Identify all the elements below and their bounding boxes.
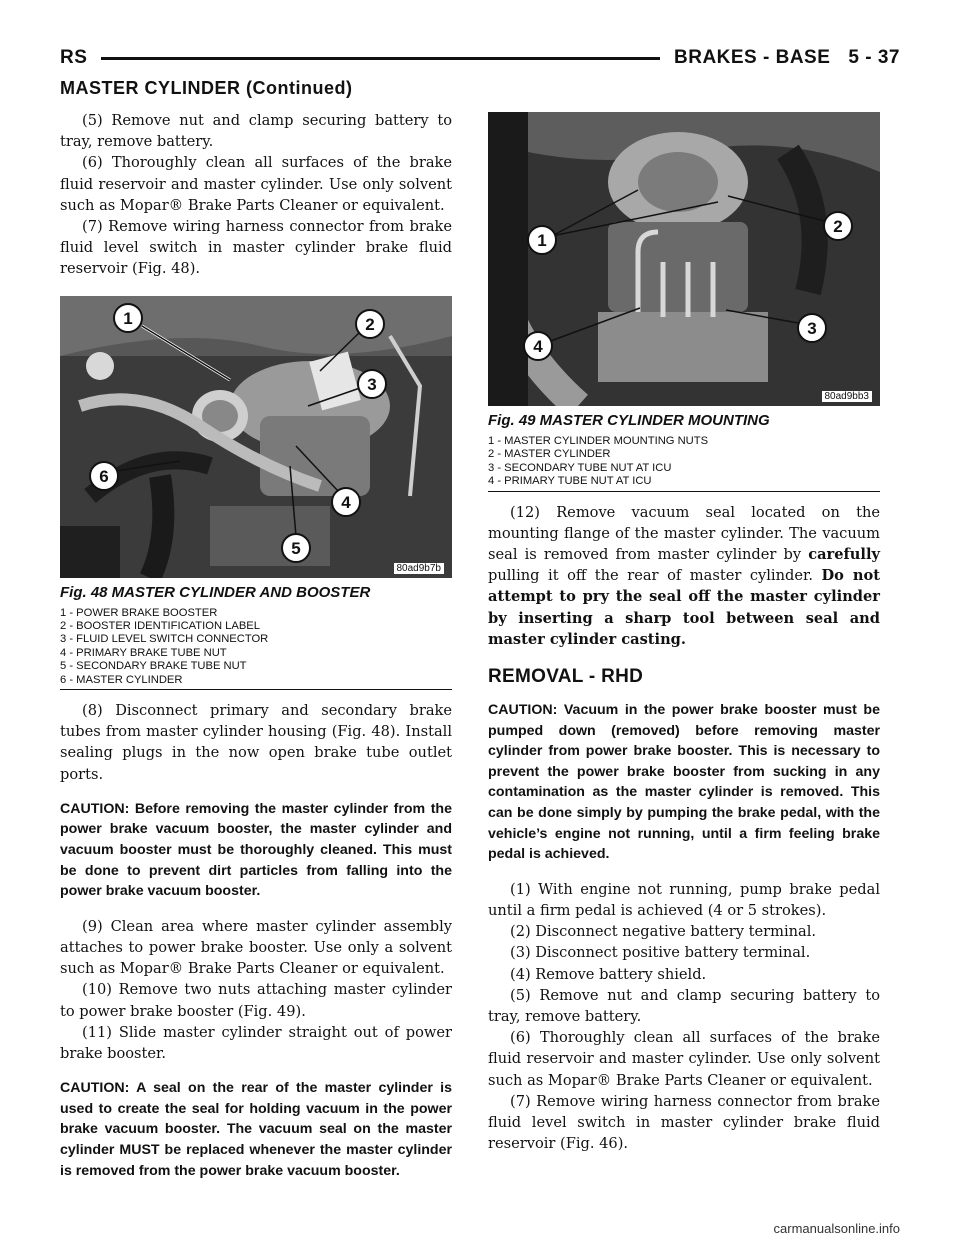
step-6: (6) Thoroughly clean all surfaces of the brake fluid reservoir and master cylinder. Use only solvent such as Mopar® Brake Parts Cleaner or equivalent. [60, 154, 452, 214]
left-column [60, 110, 452, 1195]
figure-49 [488, 112, 880, 492]
svg-text:5: 5 [291, 538, 301, 558]
figure-49-legend [488, 435, 880, 491]
rhd-step-1: (1) With engine not running, pump brake pedal until a firm pedal is achieved (4 or 5 strokes). [488, 880, 880, 919]
legend-item: 4 - PRIMARY TUBE NUT AT ICU [488, 475, 652, 488]
right-column [488, 112, 880, 1154]
continued-title: MASTER CYLINDER (Continued) [60, 78, 353, 98]
legend-item: 6 - MASTER CYLINDER [60, 673, 183, 686]
footer-watermark: carmanualsonline.info [773, 1221, 900, 1236]
figure-48-photo [60, 296, 452, 578]
step-12-text-a: (12) Remove vacuum seal located on the mounting flange of the master cylinder. The vacuum seal is removed from master cylinder by [488, 503, 880, 564]
fig49-callout-2 [824, 212, 852, 240]
figure-48-title: Fig. 48 MASTER CYLINDER AND BOOSTER [60, 583, 371, 601]
fig48-callout-6 [90, 462, 118, 490]
figure-49-title: Fig. 49 MASTER CYLINDER MOUNTING [488, 412, 770, 429]
fig48-callout-3 [358, 370, 386, 398]
legend-item: 5 - SECONDARY BRAKE TUBE NUT [60, 660, 247, 673]
legend-item: 2 - BOOSTER IDENTIFICATION LABEL [60, 620, 260, 633]
step-12 [488, 502, 880, 650]
step-7: (7) Remove wiring harness connector from brake fluid level switch in master cylinder brake fluid reservoir (Fig. 48). [60, 218, 452, 278]
header-rule [101, 57, 660, 60]
caution-clean-before-removal: CAUTION: Before removing the master cylinder from the power brake vacuum booster, the master cylinder and vacuum booster must be thoroughly cleaned. This must be done to prevent dirt particles from falling into the power brake vacuum booster. [60, 800, 452, 900]
legend-item: 2 - MASTER CYLINDER [488, 448, 611, 461]
step-12-text-b: pulling it off the rear of master cylinder. [488, 567, 822, 585]
fig48-callout-4 [332, 488, 360, 516]
legend-item: 4 - PRIMARY BRAKE TUBE NUT [60, 646, 227, 659]
step-11: (11) Slide master cylinder straight out of power brake booster. [60, 1023, 452, 1063]
rhd-step-4: (4) Remove battery shield. [510, 965, 707, 983]
fig48-callout-1 [114, 304, 142, 332]
header-right [674, 47, 900, 69]
rhd-step-5: (5) Remove nut and clamp securing battery to tray, remove battery. [488, 986, 880, 1026]
figure-49-photo [488, 112, 880, 406]
rhd-step-7: (7) Remove wiring harness connector from brake fluid level switch in master cylinder brake fluid reservoir (Fig. 46). [488, 1092, 880, 1153]
svg-text:4: 4 [533, 337, 543, 356]
figure-48-legend [60, 607, 452, 689]
section-title-removal-rhd: REMOVAL - RHD [488, 666, 644, 688]
caution-vacuum-seal: CAUTION: A seal on the rear of the master cylinder is used to create the seal for holding vacuum in the power brake vacuum booster. The vacuum seal on the master cylinder MUST be replaced whenever the master cylinder is removed from the power brake vacuum booster. [60, 1080, 452, 1179]
header-section: BRAKES - BASE [674, 47, 831, 68]
svg-text:3: 3 [807, 319, 817, 338]
step-12-emphasis-carefully: carefully [808, 546, 880, 564]
step-8: (8) Disconnect primary and secondary brake tubes from master cylinder housing (Fig. 48). Install sealing plugs in the now open brake tube outlet ports. [60, 702, 452, 783]
legend-item: 1 - POWER BRAKE BOOSTER [60, 606, 218, 619]
legend-item: 1 - MASTER CYLINDER MOUNTING NUTS [488, 435, 709, 447]
step-5: (5) Remove nut and clamp securing battery to tray, remove battery. [60, 112, 452, 151]
rhd-step-2: (2) Disconnect negative battery terminal. [510, 923, 817, 941]
svg-text:2: 2 [365, 314, 375, 334]
fig49-callout-4 [524, 332, 552, 360]
svg-text:6: 6 [99, 466, 109, 486]
svg-text:1: 1 [123, 308, 133, 328]
legend-item: 3 - SECONDARY TUBE NUT AT ICU [488, 461, 672, 474]
step-12-warning: Do not attempt to pry the seal off the master cylinder by inserting a sharp tool between seal and master cylinder casting. [488, 567, 880, 648]
step-10: (10) Remove two nuts attaching master cylinder to power brake booster (Fig. 49). [60, 981, 452, 1020]
svg-text:2: 2 [833, 217, 843, 236]
engine-bay-illustration [60, 296, 452, 578]
fig48-callout-5 [282, 534, 310, 562]
legend-item: 3 - FLUID LEVEL SWITCH CONNECTOR [60, 633, 269, 646]
master-cylinder-mounting-illustration [488, 112, 880, 406]
figure-48-code: 80ad9b7b [394, 563, 445, 574]
figure-48 [60, 296, 452, 690]
caution-pump-vacuum: CAUTION: Vacuum in the power brake booster must be pumped down (removed) before removing master cylinder from power brake booster. This is necessary to prevent the power brake booster from sucking in any contamination as the master cylinder is removed. This can be done simply by pumping the brake pedal, with the vehicle’s engine not running, until a firm feeling brake pedal is achieved. [488, 702, 880, 863]
fig48-callout-2 [356, 310, 384, 338]
rhd-step-3: (3) Disconnect positive battery terminal. [510, 944, 811, 962]
page-header [60, 46, 900, 70]
svg-text:1: 1 [537, 231, 547, 250]
fig49-callout-3 [798, 314, 826, 342]
figure-49-code: 80ad9bb3 [822, 391, 873, 402]
header-page-number: 5 - 37 [848, 47, 900, 68]
fig49-callout-1 [528, 226, 556, 254]
svg-text:3: 3 [367, 374, 377, 394]
step-9: (9) Clean area where master cylinder assembly attaches to power brake booster. Use only a solvent such as Mopar® Brake Parts Cleaner or equivalent. [60, 917, 452, 978]
header-model: RS [60, 47, 88, 68]
svg-text:4: 4 [341, 492, 351, 512]
rhd-step-6: (6) Thoroughly clean all surfaces of the brake fluid reservoir and master cylinder. Use only solvent such as Mopar® Brake Parts Cleaner or equivalent. [488, 1029, 880, 1089]
